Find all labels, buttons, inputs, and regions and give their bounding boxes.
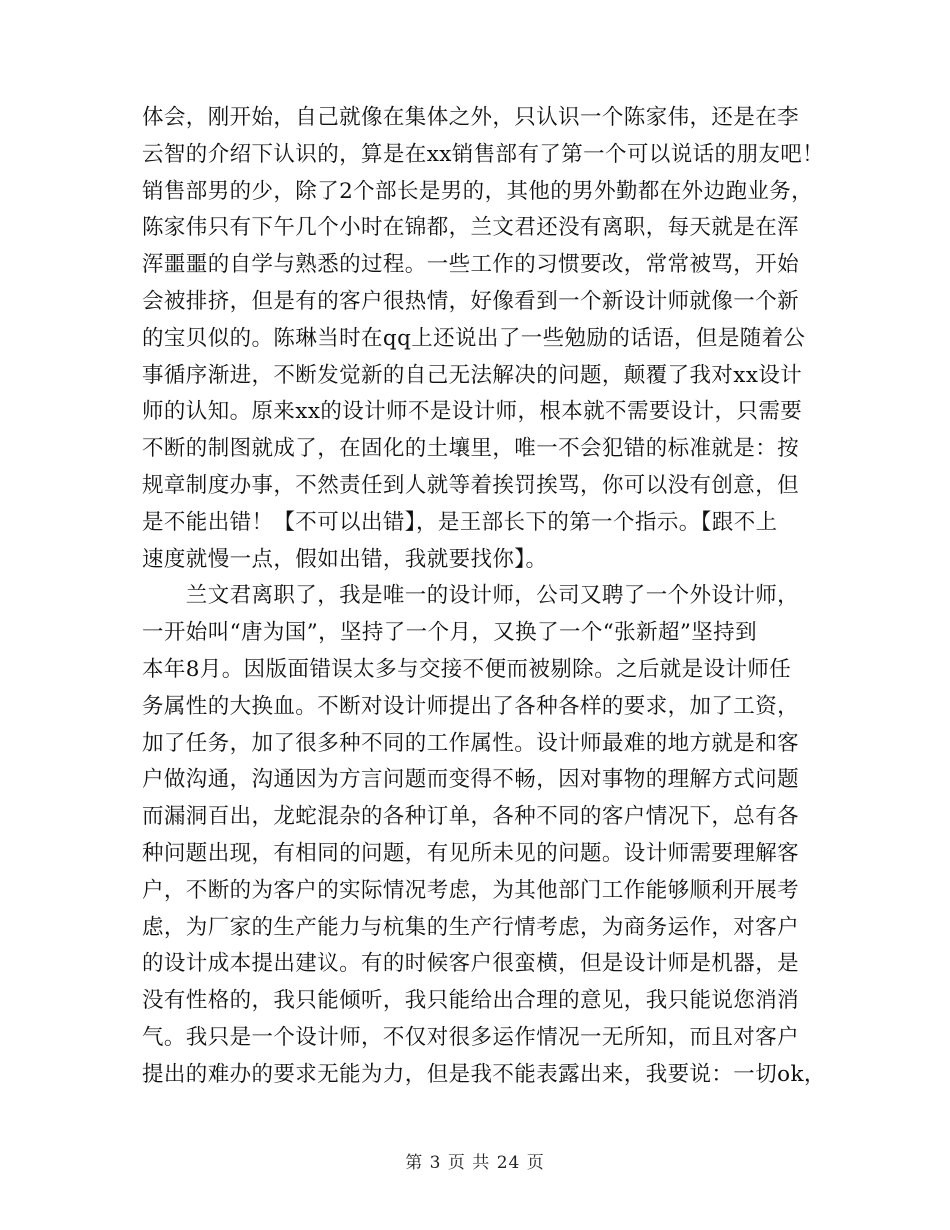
text-line: 师的认知。原来xx的设计师不是设计师，根本就不需要设计，只需要 [142,399,803,425]
text-line: 加了任务，加了很多种不同的工作属性。设计师最难的地方就是和客 [142,730,800,756]
text-line: 是不能出错！【不可以出错】，是王部长下的第一个指示。【跟不上 [142,509,778,535]
text-line: 浑噩噩的自学与熟悉的过程。一些工作的习惯要改，常常被骂，开始 [142,252,800,278]
text-line: 会被排挤，但是有的客户很热情，好像看到一个新设计师就像一个新 [142,288,800,314]
paragraph-start-line: 兰文君离职了，我是唯一的设计师，公司又聘了一个外设计师， [142,583,800,609]
text-line: 而漏洞百出，龙蛇混杂的各种订单，各种不同的客户情况下，总有各 [142,804,800,830]
text-line: 虑，为厂家的生产能力与杭集的生产行情考虑，为商务运作，对客户 [142,914,800,940]
text-line: 种问题出现，有相同的问题，有见所未见的问题。设计师需要理解客 [142,840,800,866]
text-line: 体会，刚开始，自己就像在集体之外，只认识一个陈家伟，还是在李 [142,105,800,130]
text-line: 气。我只是一个设计师，不仅对很多运作情况一无所知，而且对客户 [142,1024,800,1050]
text-line: 陈家伟只有下午几个小时在锦都，兰文君还没有离职，每天就是在浑 [142,215,800,241]
text-line: 销售部男的少，除了2个部长是男的，其他的男外勤都在外边跑业务， [142,178,814,204]
text-line: 户做沟通，沟通因为方言问题而变得不畅，因对事物的理解方式问题 [142,767,800,793]
text-line: 提出的难办的要求无能为力，但是我不能表露出来，我要说：一切ok， [142,1061,826,1087]
text-line: 的宝贝似的。陈琳当时在qq上还说出了一些勉励的话语，但是随着公 [142,325,806,351]
text-line: 的设计成本提出建议。有的时候客户很蛮横，但是设计师是机器，是 [142,951,800,977]
text-line: 没有性格的，我只能倾听，我只能给出合理的意见，我只能说您消消 [142,988,800,1014]
text-line: 云智的介绍下认识的，算是在xx销售部有了第一个可以说话的朋友吧！ [142,141,825,167]
text-line: 务属性的大换血。不断对设计师提出了各种各样的要求，加了工资， [142,693,800,719]
text-line: 事循序渐进，不断发觉新的自己无法解决的问题，颠覆了我对xx设计 [142,362,803,388]
text-line: 一开始叫“唐为国”，坚持了一个月，又换了一个“张新超”坚持到 [142,620,757,646]
body-text [142,100,826,1094]
text-line: 户，不断的为客户的实际情况考虑，为其他部门工作能够顺利开展考 [142,877,800,903]
page-footer: 第 3 页 共 24 页 [405,1153,545,1173]
text-line: 本年8月。因版面错误太多与交接不便而被剔除。之后就是设计师任 [142,656,792,682]
text-line: 不断的制图就成了，在固化的土壤里，唯一不会犯错的标准就是：按 [142,436,800,462]
text-line: 速度就慢一点，假如出错，我就要找你】。 [142,546,548,572]
text-line: 规章制度办事，不然责任到人就等着挨罚挨骂，你可以没有创意，但 [142,472,800,498]
